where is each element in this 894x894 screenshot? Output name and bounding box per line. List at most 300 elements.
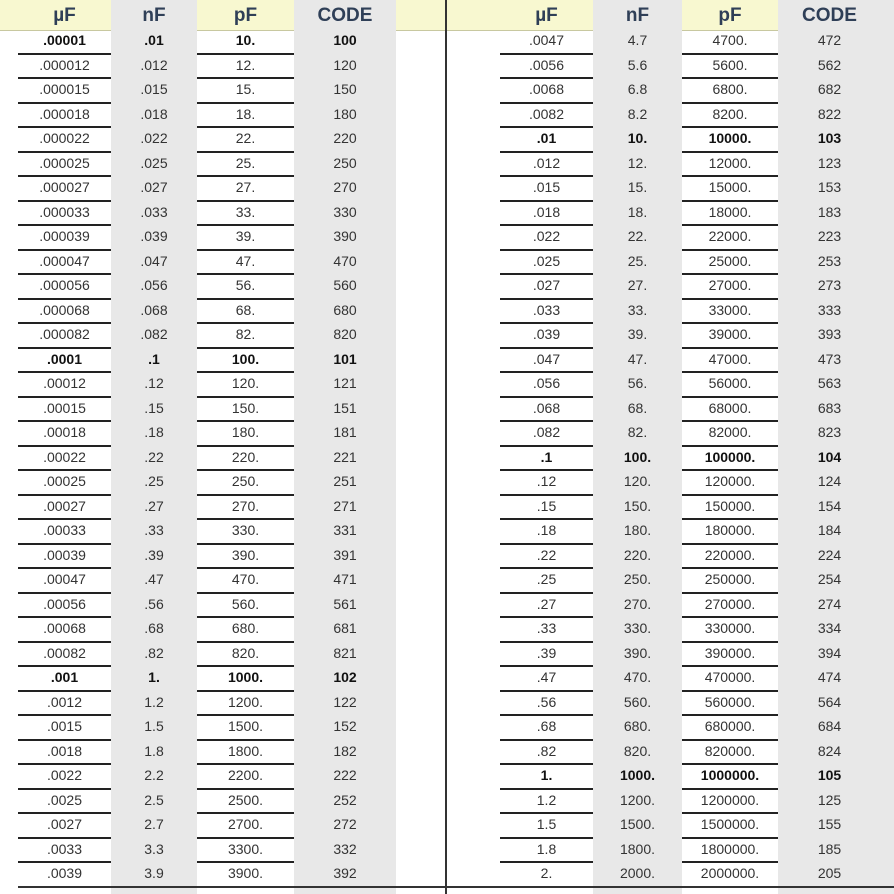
table-row [447,226,894,251]
nf-cell: .027 [140,179,168,195]
table-row [447,153,894,178]
table-row [0,496,445,521]
uf-cell: .082 [500,422,593,447]
uf-cell: .00027 [18,496,111,521]
header-uf: µF [53,5,76,26]
pf-cell: 470. [197,569,294,594]
nf-cell: 8.2 [627,105,648,122]
nf-cell: 39. [627,326,648,342]
pf-cell: 470000. [682,667,778,692]
table-row [447,104,894,129]
nf-cell: 470. [623,669,652,685]
table-row [447,422,894,447]
nf-cell: .56 [144,595,164,612]
nf-cell: 18. [627,203,648,220]
uf-cell: .00056 [18,594,111,619]
nf-cell: .025 [140,154,168,171]
pf-cell: 820. [197,643,294,668]
nf-cell: .39 [144,546,164,563]
table-row [447,300,894,325]
uf-cell: .27 [500,594,593,619]
table-row [447,30,894,55]
uf-cell: .0018 [18,741,111,766]
table-row [0,863,445,888]
code-cell: 104 [817,448,842,465]
pf-cell: 82000. [682,422,778,447]
uf-cell: .0001 [18,349,111,374]
uf-cell: .001 [18,667,111,692]
nf-cell: 1.8 [144,742,164,759]
pf-cell: 3900. [197,863,294,888]
pf-cell: 330. [197,520,294,545]
uf-cell: .00012 [18,373,111,398]
table-row [447,202,894,227]
nf-cell: .1 [148,350,160,367]
uf-cell: .0082 [500,104,593,129]
uf-cell: .0033 [18,839,111,864]
nf-cell: 2000. [619,865,656,881]
code-cell: 124 [817,473,842,489]
uf-cell: 1.5 [500,814,593,839]
code-cell: 221 [333,448,357,465]
table-row [0,447,445,472]
pf-cell: 1200000. [682,790,778,815]
code-cell: 272 [333,816,357,832]
uf-cell: .47 [500,667,593,692]
uf-cell: .0015 [18,716,111,741]
code-cell: 680 [333,301,357,318]
code-cell: 155 [817,816,842,832]
code-cell: 254 [817,571,842,587]
table-row [0,422,445,447]
pf-cell: 33000. [682,300,778,325]
table-row [0,569,445,594]
uf-cell: .0039 [18,863,111,888]
uf-cell: .000047 [18,251,111,276]
table-row [447,790,894,815]
code-cell: 224 [817,546,842,563]
pf-cell: 3300. [197,839,294,864]
uf-cell: .000039 [18,226,111,251]
uf-cell: .00001 [18,30,111,55]
nf-cell: 47. [627,350,648,367]
uf-cell: .0027 [18,814,111,839]
pf-cell: 2500. [197,790,294,815]
nf-cell: 4.7 [627,32,648,48]
uf-cell: .027 [500,275,593,300]
code-cell: 122 [333,693,357,710]
table-row [447,692,894,717]
code-cell: 824 [817,742,842,759]
pf-cell: 100000. [682,447,778,472]
header-pf: pF [233,5,258,26]
code-cell: 180 [333,105,357,122]
nf-cell: 2.7 [144,816,164,832]
uf-cell: .000082 [18,324,111,349]
pf-cell: 27. [197,177,294,202]
table-row [0,618,445,643]
pf-cell: 150000. [682,496,778,521]
code-cell: 823 [817,424,842,440]
table-row [447,618,894,643]
nf-cell: .12 [144,375,164,391]
pf-cell: 2200. [197,765,294,790]
table-row [447,349,894,374]
pf-cell: 27000. [682,275,778,300]
code-cell: 150 [333,81,357,97]
code-cell: 152 [333,718,357,734]
code-cell: 273 [817,277,842,293]
nf-cell: 2.2 [144,767,164,783]
pf-cell: 18000. [682,202,778,227]
nf-cell: 3.9 [144,865,164,881]
pf-cell: 68000. [682,398,778,423]
code-cell: 392 [333,865,357,881]
table-row [0,545,445,570]
nf-cell: .018 [140,105,168,122]
nf-cell: .15 [144,399,164,416]
pf-cell: 5600. [682,55,778,80]
pf-cell: 22000. [682,226,778,251]
pf-cell: 180000. [682,520,778,545]
nf-cell: 1200. [619,791,656,808]
nf-cell: .033 [140,203,168,220]
table-row [447,496,894,521]
uf-cell: .015 [500,177,593,202]
table-row [447,471,894,496]
table-row [0,128,445,153]
left-table [0,0,445,894]
table-row [447,716,894,741]
nf-cell: 1500. [619,816,656,832]
nf-cell: 10. [627,130,648,146]
table-row [0,790,445,815]
pf-cell: 12. [197,55,294,80]
pf-cell: 100. [197,349,294,374]
pf-cell: 270000. [682,594,778,619]
uf-cell: .0047 [500,30,593,55]
pf-cell: 1500. [197,716,294,741]
pf-cell: 1200. [197,692,294,717]
uf-cell: .33 [500,618,593,643]
table-row [0,55,445,80]
table-row [0,275,445,300]
code-cell: 181 [333,424,357,440]
nf-cell: 22. [627,228,648,244]
code-cell: 125 [817,791,842,808]
pf-cell: 1800000. [682,839,778,864]
table-row [0,471,445,496]
table-row [0,839,445,864]
nf-cell: 15. [627,179,648,195]
code-cell: 393 [817,326,842,342]
code-cell: 391 [333,546,357,563]
uf-cell: .22 [500,545,593,570]
code-cell: 331 [333,522,357,538]
pf-cell: 6800. [682,79,778,104]
nf-cell: 6.8 [627,81,648,97]
nf-cell: .47 [144,571,164,587]
pf-cell: 250000. [682,569,778,594]
nf-cell: .18 [144,424,164,440]
pf-cell: 1500000. [682,814,778,839]
code-cell: 223 [817,228,842,244]
pf-cell: 390. [197,545,294,570]
uf-cell: .018 [500,202,593,227]
pf-cell: 33. [197,202,294,227]
nf-cell: 680. [623,718,652,734]
code-cell: 474 [817,669,842,685]
uf-cell: .0012 [18,692,111,717]
code-cell: 822 [817,105,842,122]
code-cell: 252 [333,791,357,808]
code-cell: 271 [333,497,357,514]
uf-cell: .00018 [18,422,111,447]
code-cell: 270 [333,179,357,195]
nf-cell: .68 [144,620,164,636]
nf-cell: 120. [623,473,652,489]
code-cell: 185 [817,840,842,857]
code-cell: 184 [817,522,842,538]
table-row [447,128,894,153]
pf-cell: 68. [197,300,294,325]
table-row [0,765,445,790]
right-table [447,0,894,894]
code-cell: 564 [817,693,842,710]
pf-cell: 25000. [682,251,778,276]
nf-cell: 3.3 [144,840,164,857]
uf-cell: .00039 [18,545,111,570]
nf-cell: .082 [140,326,168,342]
code-cell: 681 [333,620,357,636]
nf-cell: .82 [144,644,164,661]
uf-cell: .1 [500,447,593,472]
pf-cell: 390000. [682,643,778,668]
uf-cell: .0025 [18,790,111,815]
code-cell: 562 [817,56,842,73]
uf-cell: .12 [500,471,593,496]
uf-cell: .18 [500,520,593,545]
pf-cell: 4700. [682,30,778,55]
header-code: CODE [802,5,857,26]
uf-cell: .056 [500,373,593,398]
pf-cell: 82. [197,324,294,349]
pf-cell: 330000. [682,618,778,643]
table-row [447,79,894,104]
nf-cell: .33 [144,522,164,538]
table-row [0,104,445,129]
table-row [447,251,894,276]
table-row [0,741,445,766]
code-cell: 182 [333,742,357,759]
nf-cell: .25 [144,473,164,489]
code-cell: 334 [817,620,842,636]
table-row [0,692,445,717]
table-row [447,741,894,766]
code-cell: 120 [333,56,357,73]
code-cell: 151 [333,399,357,416]
table-row [0,643,445,668]
code-cell: 222 [333,767,357,783]
nf-cell: 68. [627,399,648,416]
nf-cell: 390. [623,644,652,661]
pf-cell: 8200. [682,104,778,129]
nf-cell: 100. [623,448,652,465]
code-cell: 821 [333,644,357,661]
uf-cell: .56 [500,692,593,717]
pf-cell: 10. [197,30,294,55]
table-row [0,594,445,619]
code-cell: 205 [817,865,842,881]
nf-cell: .056 [140,277,168,293]
table-row [0,324,445,349]
code-cell: 103 [817,130,842,146]
uf-cell: .00047 [18,569,111,594]
uf-cell: .0068 [500,79,593,104]
header-code: CODE [317,5,373,26]
table-row [447,765,894,790]
nf-cell: 150. [623,497,652,514]
code-cell: 330 [333,203,357,220]
nf-cell: 1.5 [144,718,164,734]
code-cell: 472 [817,32,842,48]
table-row [447,520,894,545]
pf-cell: 180. [197,422,294,447]
table-row [447,177,894,202]
pf-cell: 680000. [682,716,778,741]
uf-cell: .25 [500,569,593,594]
code-cell: 105 [817,767,842,783]
table-row [0,814,445,839]
table-row [447,569,894,594]
table-row [447,863,894,888]
nf-cell: 5.6 [627,56,648,73]
pf-cell: 120. [197,373,294,398]
code-cell: 560 [333,277,357,293]
nf-cell: .012 [140,56,168,73]
pf-cell: 18. [197,104,294,129]
uf-cell: .033 [500,300,593,325]
code-cell: 153 [817,179,842,195]
nf-cell: 27. [627,277,648,293]
nf-cell: 560. [623,693,652,710]
pf-cell: 56. [197,275,294,300]
nf-cell: 270. [623,595,652,612]
uf-cell: .047 [500,349,593,374]
uf-cell: .000056 [18,275,111,300]
code-cell: 183 [817,203,842,220]
table-row [0,300,445,325]
table-row [447,324,894,349]
code-cell: 682 [817,81,842,97]
uf-cell: .68 [500,716,593,741]
code-cell: 333 [817,301,842,318]
header-nf: nF [142,5,166,26]
uf-cell: .000022 [18,128,111,153]
header-pf: pF [718,5,742,26]
code-cell: 102 [333,669,357,685]
pf-cell: 47000. [682,349,778,374]
table-row [447,545,894,570]
pf-cell: 22. [197,128,294,153]
table-row [0,30,445,55]
table-row [447,275,894,300]
uf-cell: 1. [500,765,593,790]
nf-cell: 1.2 [144,693,164,710]
code-cell: 684 [817,718,842,734]
pf-cell: 250. [197,471,294,496]
pf-cell: 25. [197,153,294,178]
code-cell: 470 [333,252,357,269]
pf-cell: 1000. [197,667,294,692]
pf-cell: 820000. [682,741,778,766]
uf-cell: .00025 [18,471,111,496]
table-row [0,79,445,104]
pf-cell: 150. [197,398,294,423]
bottom-rule [18,886,894,888]
pf-cell: 2700. [197,814,294,839]
table-row [0,520,445,545]
nf-cell: 220. [623,546,652,563]
nf-cell: .039 [140,228,168,244]
uf-cell: 1.2 [500,790,593,815]
uf-cell: .012 [500,153,593,178]
pf-cell: 15000. [682,177,778,202]
table-row [447,398,894,423]
nf-cell: 180. [623,522,652,538]
table-row [447,643,894,668]
pf-cell: 39000. [682,324,778,349]
nf-cell: .047 [140,252,168,269]
pf-cell: 560000. [682,692,778,717]
code-cell: 274 [817,595,842,612]
pf-cell: 680. [197,618,294,643]
pf-cell: 270. [197,496,294,521]
code-cell: 683 [817,399,842,416]
code-cell: 250 [333,154,357,171]
nf-cell: .27 [144,497,164,514]
nf-cell: .01 [144,32,164,48]
pf-cell: 39. [197,226,294,251]
code-cell: 820 [333,326,357,342]
table-row [0,177,445,202]
uf-cell: .068 [500,398,593,423]
uf-cell: .022 [500,226,593,251]
pf-cell: 1000000. [682,765,778,790]
table-row [0,202,445,227]
pf-cell: 220000. [682,545,778,570]
table-row [447,594,894,619]
table-row [447,373,894,398]
table-row [447,839,894,864]
pf-cell: 56000. [682,373,778,398]
nf-cell: .015 [140,81,168,97]
code-cell: 123 [817,154,842,171]
code-cell: 332 [333,840,357,857]
pf-cell: 15. [197,79,294,104]
code-cell: 390 [333,228,357,244]
code-cell: 473 [817,350,842,367]
uf-cell: .00082 [18,643,111,668]
uf-cell: .000027 [18,177,111,202]
nf-cell: .068 [140,301,168,318]
uf-cell: .000068 [18,300,111,325]
pf-cell: 560. [197,594,294,619]
nf-cell: 25. [627,252,648,269]
pf-cell: 220. [197,447,294,472]
code-cell: 220 [333,130,357,146]
code-cell: 154 [817,497,842,514]
